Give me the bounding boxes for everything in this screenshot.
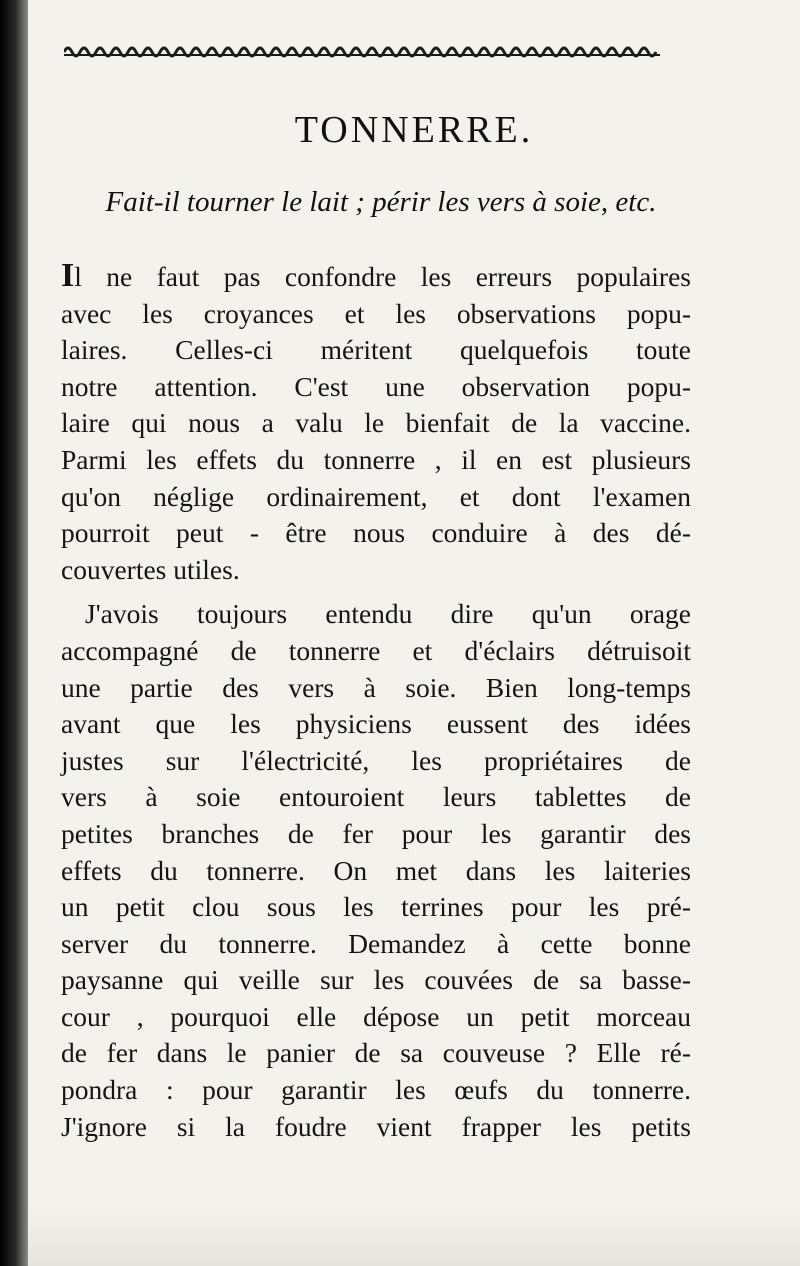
text-line: un petit clou sous les terrines pour les pré-	[61, 891, 691, 923]
drop-initial: I	[61, 257, 75, 294]
book-page	[28, 0, 800, 1266]
text-line: notre attention. C'est une observation popu-	[61, 370, 691, 402]
text-line: Parmi les effets du tonnerre , il en est plusieurs	[61, 443, 691, 475]
text-line: cour , pourquoi elle dépose un petit morceau	[61, 1000, 691, 1032]
text-line: de fer dans le panier de sa couveuse ? Elle ré-	[61, 1037, 691, 1069]
text-line: justes sur l'électricité, les propriétaires de	[61, 744, 691, 776]
text-line: une partie des vers à soie. Bien long-temps	[61, 671, 691, 703]
text-line: laires. Celles-ci méritent quelquefois toute	[61, 334, 691, 366]
text-line: effets du tonnerre. On met dans les laiteries	[61, 854, 691, 886]
text-line: J'avois toujours entendu dire qu'un orage	[85, 598, 691, 630]
text-line: qu'on néglige ordinairement, et dont l'examen	[61, 480, 691, 512]
body-text	[61, 258, 691, 1145]
text-line: server du tonnerre. Demandez à cette bonne	[61, 927, 691, 959]
text-line: J'ignore si la foudre vient frapper les petits	[61, 1110, 691, 1142]
text-line: couvertes utiles.	[61, 553, 240, 585]
text-line: petites branches de fer pour les garantir des	[61, 817, 691, 849]
opening-text: l ne faut pas confondre les erreurs populaires	[74, 261, 691, 292]
text-line: laire qui nous a valu le bienfait de la vaccine.	[61, 407, 691, 439]
header-ornament-rule	[64, 40, 660, 58]
chapter-subtitle: Fait-il tourner le lait ; périr les vers à soie, etc.	[105, 186, 657, 218]
text-line: paysanne qui veille sur les couvées de sa basse-	[61, 964, 691, 996]
chapter-title: TONNERRE.	[294, 109, 534, 151]
text-line: avant que les physiciens eussent des idées	[61, 708, 691, 740]
page-bottom-shade	[28, 1206, 800, 1266]
text-line: accompagné de tonnerre et d'éclairs détruisoit	[61, 634, 691, 666]
binding-shadow	[0, 0, 28, 1266]
text-line: pondra : pour garantir les œufs du tonnerre.	[61, 1074, 691, 1106]
text-line: vers à soie entouroient leurs tablettes de	[61, 781, 691, 813]
text-line: pourroit peut - être nous conduire à des dé-	[61, 517, 691, 549]
text-line: avec les croyances et les observations popu-	[61, 297, 691, 329]
text-line-opening	[61, 258, 691, 296]
